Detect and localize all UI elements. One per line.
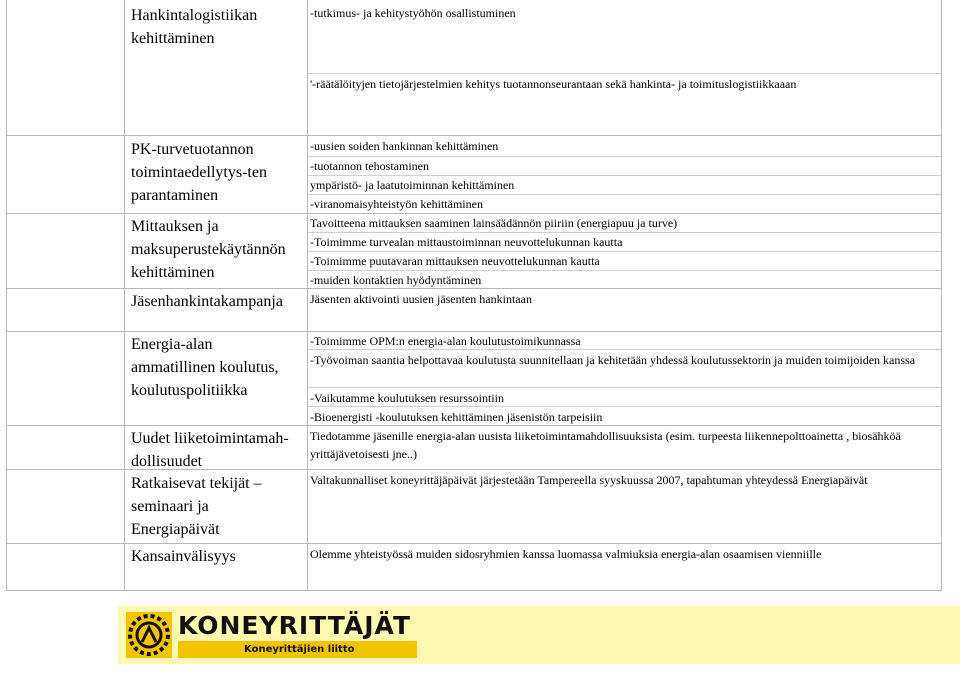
column-divider — [307, 0, 308, 590]
row-divider — [7, 135, 941, 136]
section-item: '-räätälöityjen tietojärjestelmien kehitys tuotannonseurantaan sekä hankinta- ja toimituslogistiikkaaan — [310, 77, 797, 91]
section-item: ympäristö- ja laatutoiminnan kehittäminen — [310, 178, 515, 192]
section-item: -viranomaisyhteistyön kehittäminen — [310, 197, 483, 211]
column-divider — [124, 0, 125, 590]
section-title: Kansainvälisyys — [131, 548, 236, 565]
section-item: -muiden kontaktien hyödyntäminen — [310, 273, 482, 287]
section-item: -Toimimme turvealan mittaustoiminnan neuvottelukunnan kautta — [310, 235, 623, 249]
section-title: Mittauksen ja maksuperustekäytännön kehittäminen — [131, 218, 286, 281]
koneyrittajat-emblem-icon — [126, 612, 172, 658]
section-item: Tiedotamme jäsenille energia-alan uusista liiketoimintamahdollisuuksista (esim. turpeesta liikennepolttoainetta , biosähköä yrittäjävetoisesti jne..) — [310, 429, 901, 461]
section-title: Ratkaisevat tekijät –seminaari ja Energiapäivät — [131, 475, 262, 538]
section-item: -Vaikutamme koulutuksen resurssointiin — [310, 391, 504, 405]
section-item: -Toimimme puutavaran mittauksen neuvottelukunnan kautta — [310, 254, 600, 268]
section-title: PK-turvetuotannon toimintaedellytys-ten parantaminen — [131, 141, 267, 204]
section-item: -uusien soiden hankinnan kehittäminen — [310, 139, 499, 153]
section-title: Uudet liiketoimintamah-dollisuudet — [131, 430, 289, 470]
cell-rule — [308, 73, 941, 74]
section-title: Jäsenhankintakampanja — [131, 293, 283, 310]
logo-subtitle: Koneyrittäjien liitto — [244, 644, 355, 655]
section-item: -Toimimme OPM:n energia-alan koulutustoimikunnassa — [310, 334, 581, 348]
section-item: Olemme yhteistyössä muiden sidosryhmien kanssa luomassa valmiuksia energia-alan osaamisen vienniille — [310, 547, 822, 561]
section-item: -tuotannon tehostaminen — [310, 159, 429, 173]
section-item: Tavoitteena mittauksen saaminen lainsäädännön piiriin (energiapuu ja turve) — [310, 216, 678, 230]
section-item: -Bioenergisti -koulutuksen kehittäminen jäsenistön tarpeisiin — [310, 410, 603, 424]
cell-rule — [308, 387, 941, 388]
section-item: Valtakunnalliset koneyrittäjäpäivät järjestetään Tampereella syyskuussa 2007, tapahtuman yhteydessä Energiapäivät — [310, 473, 868, 487]
section-item: Jäsenten aktivointi uusien jäsenten hankintaan — [310, 292, 532, 306]
section-item: -Työvoiman saantia helpottavaa koulutusta suunnitellaan ja kehitetään yhdessä koulutussektorin ja muiden toimijoiden kanssa — [310, 353, 916, 367]
section-item: -tutkimus- ja kehitystyöhön osallistuminen — [310, 6, 516, 20]
section-title: Energia-alan ammatillinen koulutus, koulutuspolitiikka — [131, 336, 279, 399]
section-title: Hankintalogistiikan kehittäminen — [131, 7, 258, 47]
row-divider — [7, 543, 941, 544]
logo-name: KONEYRITTÄJÄT — [178, 611, 412, 640]
